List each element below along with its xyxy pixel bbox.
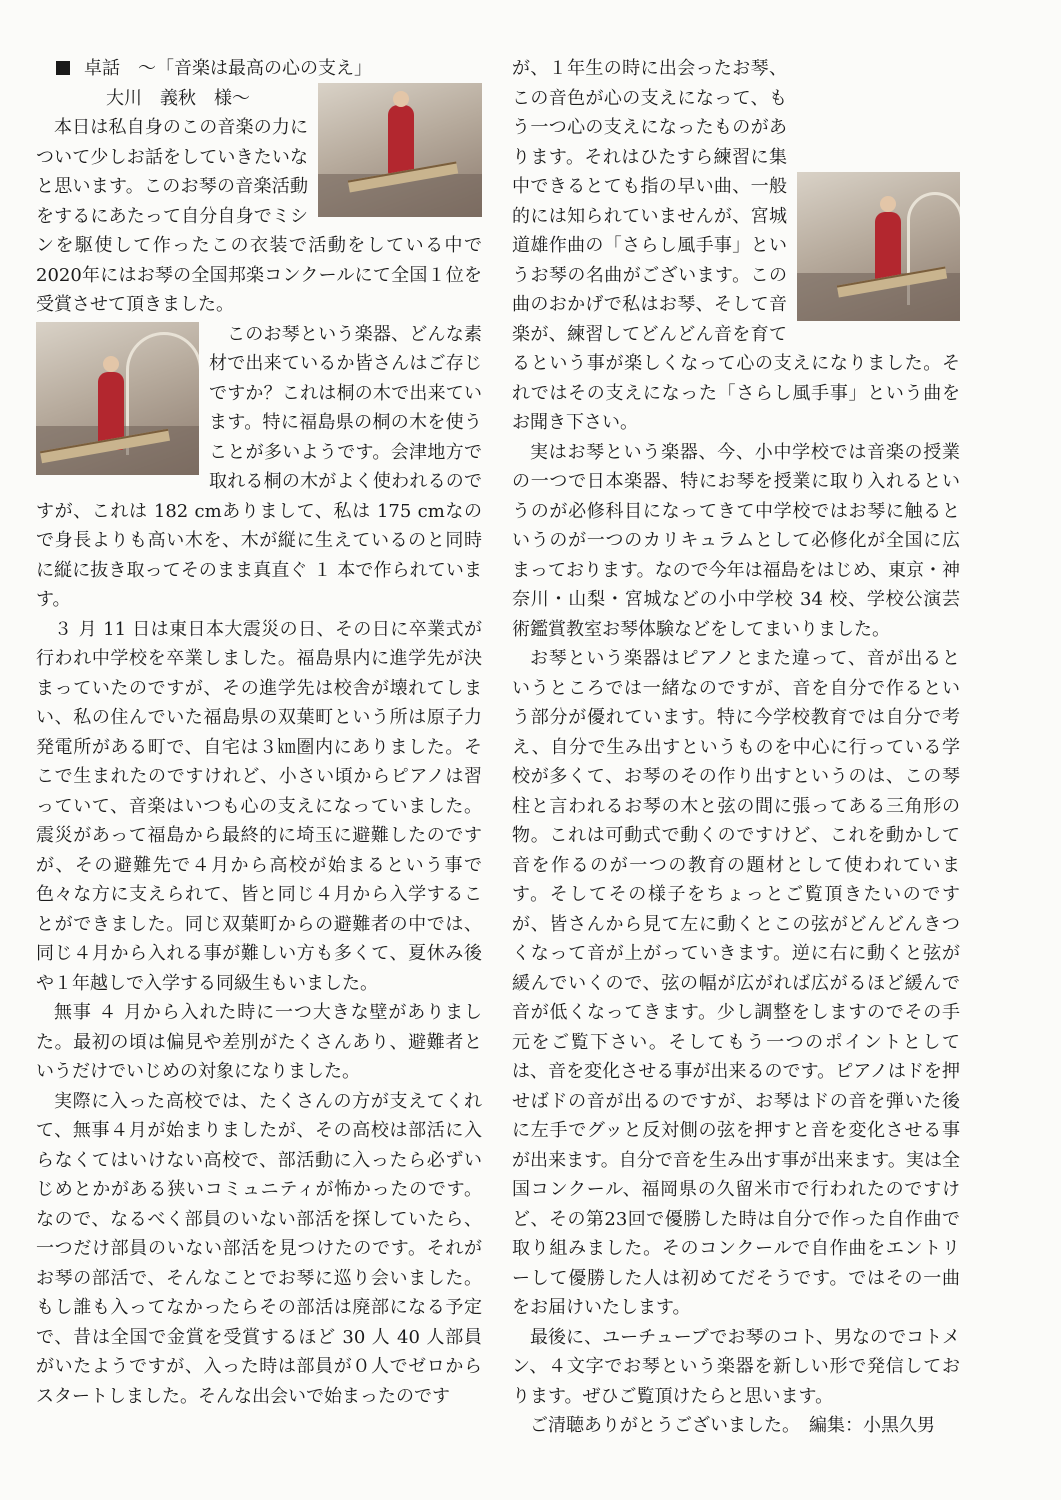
paragraph-youtube: 最後に、ユーチューブでお琴のコト、男なのでコトメン、４文字でお琴という楽器を新しい形で発信しております。ぜひご覧頂けたらと思います。 — [512, 1326, 960, 1407]
koto-performance-photo-3 — [797, 172, 960, 321]
square-bullet-icon — [56, 61, 70, 75]
paragraph-continued: が、１年生の時に出会ったお琴、この音色が心の支えになって、もう一つ心の支えになったものがあります。それはひたすら練習に集中できるとても指の早い曲、一般的には知られていませんが、宮城道雄作曲の「さらし風手事」というお琴の名曲がございます。この曲のおかげで私はお琴、そして音楽が、練習してどんどん音を育てるという事が楽しくなって心の支えになりました。それではその支えになった「さらし風手事」という曲をお聞き下さい。 — [512, 58, 960, 433]
paragraph-school-music: 実はお琴という楽器、今、小中学校では音楽の授業の一つで日本楽器、特にお琴を授業に取り入れるというのが必修科目になってきて中学校ではお琴に触るというのが一つのカリキュラムとして必修化が全国に広まっております。なので今年は福島をはじめ、東京・神奈川・山梨・宮城などの小中学校 34 校、学校公演芸術鑑賞教室お琴体験などをしてまいりました。 — [512, 441, 960, 640]
paragraph-barrier: 無事 ４ 月から入れた時に一つ大きな壁がありました。最初の頃は偏見や差別がたくさんあり、避難者というだけでいじめの対象になりました。 — [36, 1002, 482, 1082]
paragraph-high-school: 実際に入った高校では、たくさんの方が支えてくれて、無事４月が始まりましたが、その高校は部活に入らなくてはいけない高校で、部活動に入ったら必ずいじめとかがある狭いコミュニティが怖かったのです。なので、なるべく部員のいない部活を探していたら、一つだけ部員のいない部活を見つけたのです。それがお琴の部活で、そんなことでお琴に巡り会いました。もし誰も入ってなかったらその部活は廃部になる予定で、昔は全国で金賞を受賞するほど 30 人 40 人部員がいたようですが、入った時は部員が０人でゼロからスタートしました。そんな出会いで始まったのです — [36, 1090, 482, 1407]
speaker-name: 大川 義秋 様～ — [106, 87, 250, 109]
closing-and-editor: ご清聴ありがとうございました。 編集：小黒久男 — [530, 1415, 935, 1436]
koto-performance-photo-1 — [318, 83, 482, 217]
left-column — [36, 54, 482, 1411]
right-column — [512, 54, 960, 1441]
paragraph-koto-material: このお琴という楽器、どんな素材で出来ているか皆さんはご存じですか？これは桐の木で出来ています。特に福島県の桐の木を使うことが多いようです。会津地方で取れる桐の木がよく使われるのですが、これは 182 cmありまして、私は 175 cmなので身長よりも高い木を、木が縦に生えているのと同時に縦に抜き取ってそのまま真直ぐ １ 本で作られています。 — [36, 323, 482, 610]
paragraph-earthquake: ３ 月 11 日は東日本大震災の日、その日に卒業式が行われ中学校を卒業しました。福島県内に進学先が決まっていたのですが、その進学先は校舎が壊れてしまい、私の住んでいた福島県の双葉町という所は原子力発電所がある町で、自宅は３㎞圏内にありました。そこで生まれたのですけれど、小さい頃からピアノは習っていて、音楽はいつも心の支えになっていました。震災があって福島から最終的に埼玉に避難したのですが、その避難先で４月から高校が始まるという事で色々な方に支えられて、皆と同じ４月から入学することができました。同じ双葉町からの避難者の中では、同じ４月から入れる事が難しい方も多くて、夏休み後や１年越しで入学する同級生もいました。 — [36, 618, 482, 994]
paragraph-koto-vs-piano: お琴という楽器はピアノとまた違って、音が出るというところでは一緒なのですが、音を自分で作るという部分が優れています。特に今学校教育では自分で考え、自分で生み出すというものを中心に行っている学校が多くて、お琴のその作り出すというのは、この琴柱と言われるお琴の木と弦の間に張ってある三角形の物。これは可動式で動くのですけど、これを動かして音を作るのが一つの教育の題材として使われています。そしてその様子をちょっとご覧頂きたいのですが、皆さんから見て左に動くとこの弦がどんどんきつくなって音が上がっていきます。逆に右に動くと弦が緩んでいくので、弦の幅が広がれば広がるほど緩んで音が低くなってきます。少し調整をしますのでその手元をご覧下さい。そしてもう一つのポイントとしては、音を変化させる事が出来るのです。ピアノはドを押せばドの音が出るのですが、お琴はドの音を弾いた後に左手でグッと反対側の弦を押すと音を変化させる事が出来ます。自分で音を生み出す事が出来ます。実は全国コンクール、福岡県の久留米市で行われたのですけど、その第23回で優勝した時は自分で作った自作曲で取り組みました。そのコンクールで自作曲をエントリーして優勝した人は初めてだそうです。ではその一曲をお届けいたします。 — [512, 648, 960, 1318]
article-heading: 卓話 ～「音楽は最高の心の支え」 — [36, 54, 482, 84]
paragraph-intro: 本日は私自身のこの音楽の力について少しお話をしていきたいなと思います。このお琴の音楽活動をするにあたって自分自身でミシンを駆使して作ったこの衣装で活動をしている中で2020年にはお琴の全国邦楽コンクールにて全国１位を受賞させて頂きました。 — [36, 117, 482, 315]
koto-performance-photo-2 — [36, 322, 199, 475]
